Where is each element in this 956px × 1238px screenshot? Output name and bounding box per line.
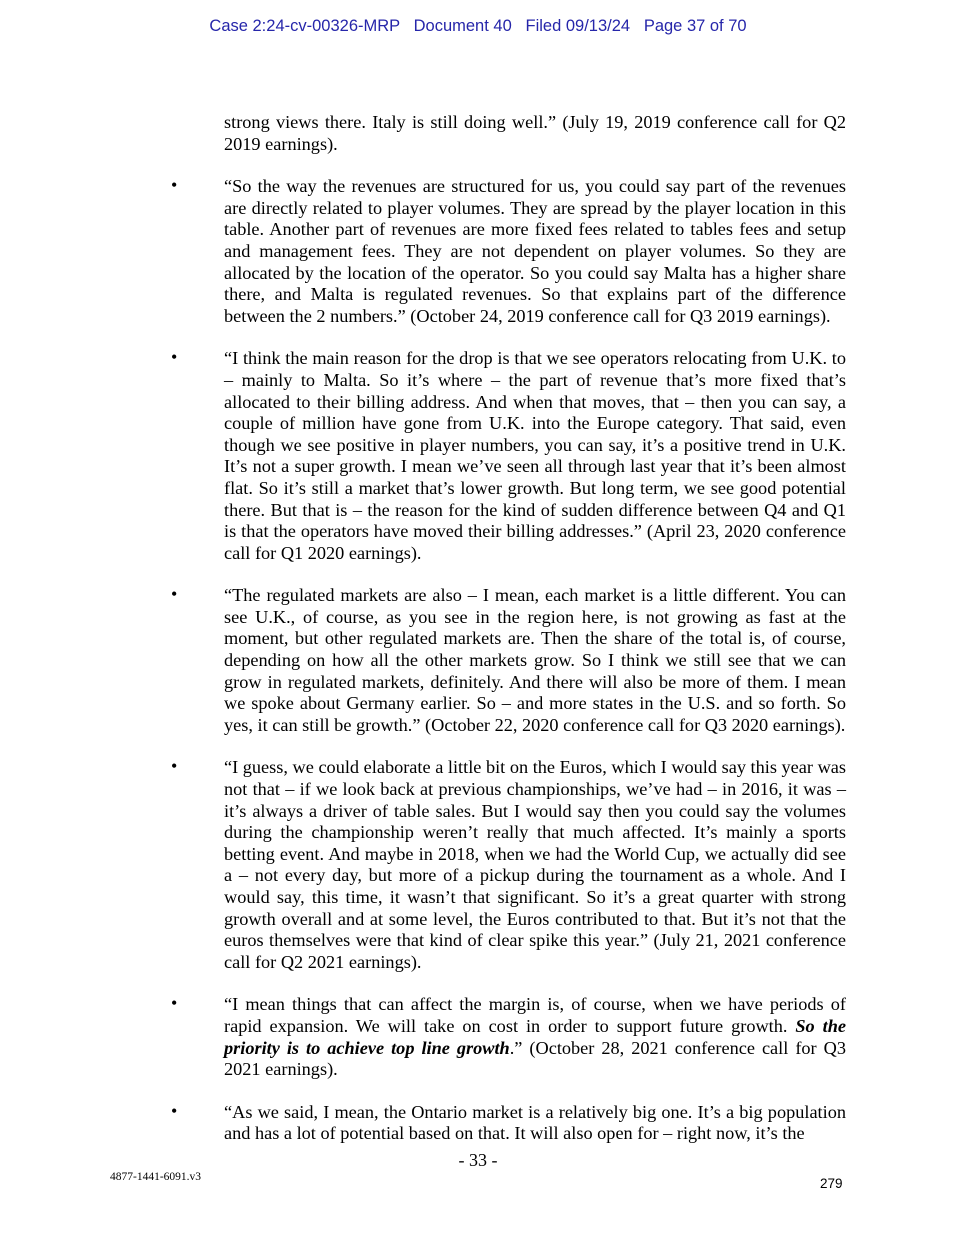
bullet-icon: • — [171, 347, 178, 368]
bullet-icon: • — [171, 175, 178, 196]
bullet-quote-6 — [170, 1102, 846, 1145]
paragraph-continuation: strong views there. Italy is still doing well.” (July 19, 2019 conference call for Q2 2019 earnings). — [224, 112, 846, 154]
bullet-quote-2 — [170, 348, 846, 564]
page-number: - 33 - — [458, 1150, 498, 1170]
bullet-quote-text: “I think the main reason for the drop is that we see operators relocating from U.K. to – mainly to Malta. So it’s where – the part of revenue that’s more fixed that’s allocated to their billing address. And when that moves, that – then you can say, a couple of million have gone from U.K. into the Europe category. That said, even though we see positive in player numbers, you can say, it’s a positive trend in U.K. It’s not a super growth. I mean we’ve seen all through last year that it’s been almost flat. So it’s still a market that’s lower growth. But long term, we see good potential there. But that is – the reason for the kind of sudden difference between Q4 and Q1 is that the operators have moved their billing addresses.” (April 23, 2020 conference call for Q1 2020 earnings). — [224, 348, 846, 563]
bullet-quote-5 — [170, 994, 846, 1080]
bullet-icon: • — [171, 584, 178, 605]
stamped-page-number: 279 — [820, 1176, 843, 1191]
bullet-icon: • — [171, 756, 178, 777]
bullet-quote-4 — [170, 757, 846, 973]
bullet-quote-text: “So the way the revenues are structured for us, you could say part of the revenues are directly related to player volumes. They are spread by the player location in this table. Another part of revenues are more fixed fees related to tables fees and setup and management fees. They are not dependent on player volumes. So they are allocated by the location of the operator. So you could say Malta has a higher share there, and Malta is regulated revenues. So that explains part of the difference between the 2 numbers.” (October 24, 2019 conference call for Q3 2019 earnings). — [224, 176, 846, 326]
bullet-quote-3 — [170, 585, 846, 736]
bullet-icon: • — [171, 1100, 178, 1121]
bullet-quote-1 — [170, 176, 846, 327]
bullet-icon: • — [171, 993, 178, 1014]
bullet-quote-emphasis: So the priority is to achieve top line growth — [224, 1015, 846, 1058]
bullet-quote-text: .” (October 28, 2021 conference call for Q3 2021 earnings). — [224, 1037, 846, 1080]
case-stamp-header: Case 2:24-cv-00326-MRP Document 40 Filed 09/13/24 Page 37 of 70 — [209, 17, 747, 35]
bullet-quote-text: “I mean things that can affect the margin is, of course, when we have periods of rapid expansion. We will take on cost in order to support future growth. — [224, 994, 846, 1036]
bullet-quote-text: “The regulated markets are also – I mean, each market is a little different. You can see U.K., of course, as you see in the region here, is not growing as fast at the moment, but other regulated markets are. Then the share of the total is, of course, depending on how all the other markets grow. So I think we still see that we can grow in regulated markets, definitely. And there will also be more of them. I mean we spoke about Germany earlier. So – and more states in the U.S. and so forth. So yes, it can still be growth.” (October 22, 2020 conference call for Q3 2020 earnings). — [224, 585, 846, 735]
bullet-quote-text: “As we said, I mean, the Ontario market is a relatively big one. It’s a big population and has a lot of potential based on that. It will also open for – right now, it’s the — [224, 1101, 846, 1144]
bullet-quote-text: “I guess, we could elaborate a little bit on the Euros, which I would say this year was not that – if we look back at previous championships, we’ve had – in 2016, it was – it’s always a driver of table sales. But I would say then you could say the volumes during the championship weren’t really that much affected. It’s mainly a sports betting event. And maybe in 2018, when we had the World Cup, we actually did see a – not every day, but more of a pickup during the tournament as a whole. And I would say, this time, it wasn’t that significant. So it’s a great quarter with strong growth overall and at some level, the Euros contributed to that. But it’s not that the euros themselves were that kind of clear spike this year.” (July 21, 2021 conference call for Q2 2021 earnings). — [224, 757, 846, 972]
document-body — [170, 112, 846, 1145]
document-id-footer: 4877-1441-6091.v3 — [110, 1171, 202, 1183]
